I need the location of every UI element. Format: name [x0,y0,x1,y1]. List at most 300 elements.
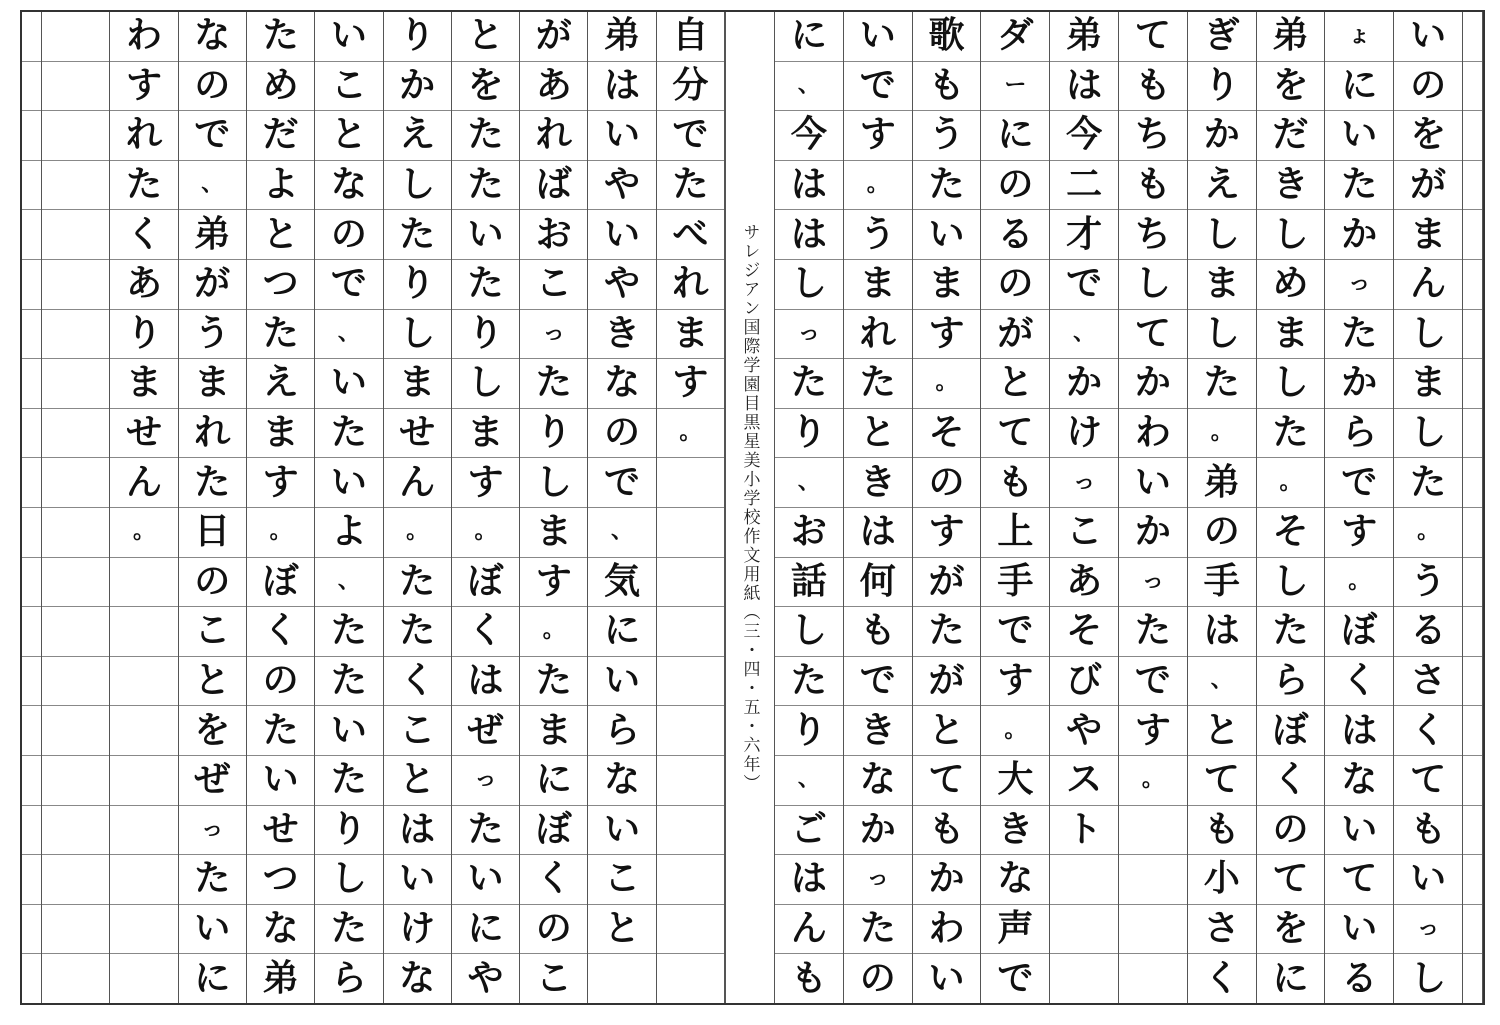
char-cell: 。 [1394,508,1462,558]
char-cell: ば [520,161,587,211]
margin-cell [22,806,41,856]
char-cell: や [588,260,655,310]
char-cell: れ [110,111,177,161]
char-cell [657,607,724,657]
text-column [1188,12,1257,1003]
margin-cell [22,161,41,211]
char-cell: い [913,210,981,260]
text-column [1325,12,1394,1003]
char-cell: た [452,161,519,211]
char-cell: に [981,111,1049,161]
margin-cell [22,260,41,310]
char-cell: と [588,905,655,955]
char-cell: 何 [844,558,912,608]
margin-cell [22,210,41,260]
char-cell: れ [179,409,246,459]
char-cell: う [844,210,912,260]
margin-cell [1463,508,1482,558]
char-cell [110,706,177,756]
char-cell: て [1257,855,1325,905]
margin-cell [22,310,41,360]
char-cell: ま [1394,210,1462,260]
margin-cell [22,111,41,161]
char-cell: 大 [981,756,1049,806]
char-cell: な [588,359,655,409]
char-cell: た [1188,359,1256,409]
char-cell: の [1188,508,1256,558]
char-cell: 、 [315,310,382,360]
char-cell: い [384,855,451,905]
char-cell: り [384,12,451,62]
margin-cell [22,706,41,756]
char-cell: か [1188,111,1256,161]
char-cell: な [844,756,912,806]
char-cell: く [520,855,587,905]
char-cell: そ [1257,508,1325,558]
margin-cell [22,409,41,459]
char-cell: う [1394,558,1462,608]
char-cell: 日 [179,508,246,558]
char-cell: え [384,111,451,161]
char-cell [42,855,109,905]
char-cell: や [1050,706,1118,756]
char-cell: め [247,62,314,112]
char-cell [42,260,109,310]
center-margin [725,12,775,1003]
margin-cell [22,508,41,558]
char-cell: た [110,161,177,211]
char-cell: し [1188,210,1256,260]
char-cell: っ [1119,558,1187,608]
char-cell: せ [384,409,451,459]
char-cell: く [1394,706,1462,756]
char-cell: い [315,359,382,409]
margin-cell [1463,409,1482,459]
char-cell: こ [588,855,655,905]
char-cell: こ [535,957,572,999]
text-column [913,12,982,1003]
char-cell [110,905,177,955]
char-cell [657,756,724,806]
char-cell: 、 [315,558,382,608]
char-cell [42,458,109,508]
char-cell: す [520,558,587,608]
char-cell: と [913,706,981,756]
char-cell: ま [179,359,246,409]
margin-cell [22,12,41,62]
char-cell: び [1050,657,1118,707]
char-cell: っ [179,806,246,856]
char-cell: い [1325,111,1393,161]
char-cell: い [315,458,382,508]
char-cell: あ [520,62,587,112]
char-cell: し [1410,957,1447,999]
char-cell: し [1119,260,1187,310]
char-cell: も [981,458,1049,508]
char-cell: は [452,657,519,707]
char-cell: り [452,310,519,360]
text-column [844,12,913,1003]
char-cell: れ [657,260,724,310]
char-cell: の [981,260,1049,310]
char-cell: は [775,210,843,260]
char-cell: た [315,756,382,806]
char-cell: 、 [775,458,843,508]
char-cell: こ [179,607,246,657]
char-cell: ら [330,957,367,999]
char-cell: の [520,905,587,955]
char-cell: ま [110,359,177,409]
char-cell: 分 [657,62,724,112]
char-cell: の [315,210,382,260]
char-cell: れ [844,310,912,360]
char-cell: わ [913,905,981,955]
char-cell: る [1341,957,1378,999]
char-cell: に [194,957,231,999]
char-cell: っ [844,855,912,905]
char-cell: に [1272,957,1309,999]
form-title: サレジアン国際学園目黒星美小学校作文用紙（三・四・五・六年） [739,222,760,793]
char-cell: と [844,409,912,459]
char-cell: ま [844,260,912,310]
char-cell: も [1188,806,1256,856]
char-cell: っ [452,756,519,806]
char-cell: い [1325,905,1393,955]
char-cell: い [588,111,655,161]
char-cell: る [1394,607,1462,657]
char-cell: た [247,12,314,62]
char-cell: い [315,706,382,756]
char-cell: し [384,161,451,211]
char-cell: ぼ [520,806,587,856]
char-cell: め [1257,260,1325,310]
left-page [22,12,725,1003]
char-cell: い [1119,458,1187,508]
char-cell: 。 [384,508,451,558]
char-cell: 弟 [588,12,655,62]
char-cell: た [384,210,451,260]
char-cell: て [1394,756,1462,806]
char-cell: 。 [657,409,724,459]
margin-cell [22,855,41,905]
char-cell: と [1188,706,1256,756]
char-cell: 。 [520,607,587,657]
char-cell: 。 [110,508,177,558]
char-cell [657,855,724,905]
char-cell: り [315,806,382,856]
char-cell: 。 [913,359,981,409]
char-cell: あ [1050,558,1118,608]
char-cell: を [1257,62,1325,112]
char-cell: も [1394,806,1462,856]
char-cell: 今 [1050,111,1118,161]
char-cell: 才 [1050,210,1118,260]
char-cell: す [657,359,724,409]
char-cell: き [844,706,912,756]
char-cell: 。 [452,508,519,558]
char-cell: ん [110,458,177,508]
char-cell: り [384,260,451,310]
char-cell: は [1188,607,1256,657]
char-cell: ん [1394,260,1462,310]
char-cell: う [913,111,981,161]
margin-cell [1463,111,1482,161]
char-cell: ん [775,905,843,955]
char-cell: よ [247,161,314,211]
char-cell: い [452,210,519,260]
char-cell: た [315,409,382,459]
char-cell [110,756,177,806]
char-cell: ん [384,458,451,508]
char-cell: ち [1119,210,1187,260]
char-cell: ぼ [1257,706,1325,756]
char-cell: 弟 [179,210,246,260]
margin-cell [22,756,41,806]
char-cell: こ [384,706,451,756]
char-cell: 、 [775,756,843,806]
text-column [1119,12,1188,1003]
margin-column [22,12,42,1003]
char-cell: た [384,558,451,608]
char-cell: し [1257,359,1325,409]
char-cell: か [1325,359,1393,409]
char-cell: し [1394,310,1462,360]
margin-cell [1463,12,1482,62]
margin-cell [22,657,41,707]
char-cell: し [315,855,382,905]
char-cell: し [775,607,843,657]
margin-cell [1463,607,1482,657]
char-cell: が [981,310,1049,360]
char-cell: 。 [844,161,912,211]
char-cell: け [1050,409,1118,459]
char-cell [42,111,109,161]
char-cell [657,706,724,756]
char-cell: で [981,607,1049,657]
char-cell: き [1257,161,1325,211]
char-cell [1050,855,1118,905]
char-cell: は [775,161,843,211]
char-cell: 弟 [1188,458,1256,508]
char-cell: も [1119,161,1187,211]
char-cell: た [520,657,587,707]
char-cell: た [247,310,314,360]
margin-cell [1463,756,1482,806]
char-cell: ち [1119,111,1187,161]
text-column [1394,12,1463,1003]
char-cell [1119,954,1187,1003]
char-cell [110,607,177,657]
char-cell: り [1188,62,1256,112]
margin-cell [1463,458,1482,508]
char-cell: の [1257,806,1325,856]
char-cell: わ [110,12,177,62]
margin-cell [22,359,41,409]
char-cell [1050,954,1118,1003]
char-cell: っ [520,310,587,360]
char-cell [110,657,177,707]
char-cell: 今 [775,111,843,161]
char-cell: た [1325,161,1393,211]
char-cell: た [315,607,382,657]
char-cell: が [1394,161,1462,211]
char-cell: せ [247,806,314,856]
margin-cell [1463,954,1482,1003]
char-cell: も [844,607,912,657]
char-cell: り [775,409,843,459]
char-cell: 、 [179,161,246,211]
margin-cell [1463,806,1482,856]
char-cell: け [384,905,451,955]
char-cell [42,508,109,558]
char-cell: べ [657,210,724,260]
char-cell: た [384,607,451,657]
char-cell: す [844,111,912,161]
char-cell: が [179,260,246,310]
char-cell: ま [520,508,587,558]
char-cell: か [1050,359,1118,409]
margin-cell [1463,359,1482,409]
char-cell: 声 [981,905,1049,955]
char-cell: 、 [1050,310,1118,360]
char-cell: っ [1394,905,1462,955]
char-cell: で [1050,260,1118,310]
char-cell: ま [452,409,519,459]
char-cell: を [179,706,246,756]
margin-cell [1463,657,1482,707]
char-cell: て [1119,12,1187,62]
margin-cell [1463,161,1482,211]
char-cell: ま [384,359,451,409]
char-cell: す [1119,706,1187,756]
char-cell: で [844,62,912,112]
char-cell: な [247,905,314,955]
char-cell [42,756,109,806]
char-cell: す [913,310,981,360]
char-cell: お [775,508,843,558]
char-cell: 。 [1325,558,1393,608]
char-cell: た [844,359,912,409]
char-cell: は [844,508,912,558]
char-cell [110,855,177,905]
char-cell: ぎ [1188,12,1256,62]
char-cell: い [844,12,912,62]
char-cell [42,905,109,955]
char-cell: つ [247,855,314,905]
char-cell: い [1394,12,1462,62]
char-cell: ぼ [452,558,519,608]
char-cell: て [913,756,981,806]
char-cell: は [1325,706,1393,756]
char-cell [1050,905,1118,955]
char-cell: は [1050,62,1118,112]
text-column [981,12,1050,1003]
char-cell: な [179,12,246,62]
char-cell [657,558,724,608]
char-cell: ょ [1325,12,1393,62]
text-column [520,12,588,1003]
char-cell: が [913,558,981,608]
char-cell: た [1394,458,1462,508]
text-column [452,12,520,1003]
char-cell: 上 [981,508,1049,558]
char-cell: っ [1050,458,1118,508]
char-cell: れ [520,111,587,161]
char-cell: ら [1325,409,1393,459]
char-cell: た [179,458,246,508]
char-cell: き [588,310,655,360]
char-cell: こ [315,62,382,112]
margin-cell [22,954,41,1003]
char-cell: か [844,806,912,856]
margin-cell [1463,558,1482,608]
char-cell: で [1119,657,1187,707]
char-cell: の [859,957,896,999]
char-cell: を [1394,111,1462,161]
text-column [42,12,110,1003]
char-cell: か [913,855,981,905]
char-cell: ぜ [179,756,246,806]
char-cell: ご [775,806,843,856]
char-cell: た [520,359,587,409]
char-cell: で [844,657,912,707]
margin-cell [1463,310,1482,360]
char-cell: い [588,657,655,707]
char-cell [110,954,177,1003]
char-cell: く [384,657,451,707]
char-cell: た [913,161,981,211]
char-cell [1119,806,1187,856]
char-cell: く [452,607,519,657]
char-cell [657,954,724,1003]
char-cell: は [588,62,655,112]
char-cell: そ [913,409,981,459]
char-cell: ー [981,62,1049,112]
char-cell: で [657,111,724,161]
char-cell: に [452,905,519,955]
char-cell: し [384,310,451,360]
char-cell: に [1325,62,1393,112]
char-cell: た [315,657,382,707]
char-cell [42,806,109,856]
char-cell: い [452,855,519,905]
char-cell: 。 [1188,409,1256,459]
char-cell [1119,905,1187,955]
char-cell: ぜ [452,706,519,756]
char-cell: い [247,756,314,806]
margin-cell [22,558,41,608]
char-cell: 。 [1257,458,1325,508]
char-cell: な [588,756,655,806]
char-cell: 。 [981,706,1049,756]
char-cell: か [1325,210,1393,260]
char-cell: と [981,359,1049,409]
char-cell: を [452,62,519,112]
char-cell: き [981,806,1049,856]
char-cell: で [179,111,246,161]
char-cell: 。 [1119,756,1187,806]
char-cell: だ [1257,111,1325,161]
text-column [247,12,315,1003]
char-cell: い [928,957,965,999]
char-cell [42,706,109,756]
char-cell: し [452,359,519,409]
char-cell: が [520,12,587,62]
char-cell: ま [657,310,724,360]
char-cell [42,558,109,608]
text-column [775,12,844,1003]
margin-cell [22,458,41,508]
